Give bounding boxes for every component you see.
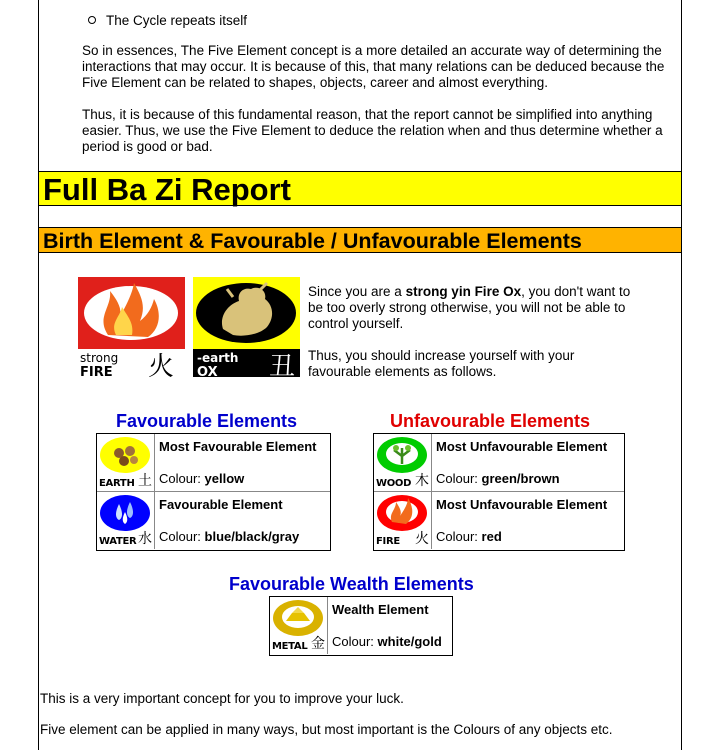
water-element-icon: WATER 水 [97, 492, 155, 549]
paragraph-1: So in essences, The Five Element concept is a more detailed an accurate way of determining the interactions that may occur. It is because of this, that many relations can be deduced because the Five Element can be related to shapes, objects, career and almost everything. [82, 43, 665, 90]
fire-element-icon: FIRE 火 [374, 492, 432, 549]
wood-element-icon: WOOD 木 [374, 434, 432, 491]
wealth-table [269, 596, 453, 656]
table-row: METAL 金 Wealth Element Colour: white/gold [270, 597, 452, 654]
bullet-circle-icon [88, 16, 96, 24]
ox-birth-image [193, 277, 300, 377]
fire-birth-image [78, 277, 185, 377]
svg-text:FIRE: FIRE [80, 365, 113, 377]
unfavourable-table [373, 433, 625, 551]
table-row: WATER 水 Favourable Element Colour: blue/black/gray [97, 491, 330, 550]
intro-paragraph-1: Since you are a strong yin Fire Ox, you don't want to be too overly strong otherwise, you will not be able to control yourself. [308, 284, 631, 331]
table-row: EARTH 土 Most Favourable Element Colour: yellow [97, 434, 330, 491]
svg-text:丑: 丑 [269, 352, 296, 377]
svg-text:strong: strong [80, 351, 119, 365]
favourable-title: Favourable Elements [116, 411, 298, 431]
earth-element-icon: EARTH 土 [97, 434, 155, 491]
unfavourable-title: Unfavourable Elements [390, 411, 591, 431]
intro-paragraph-2: Thus, you should increase yourself with your favourable elements as follows. [308, 348, 575, 379]
report-heading: Full Ba Zi Report [38, 171, 682, 206]
metal-element-icon: METAL 金 [270, 597, 328, 654]
table-row: FIRE 火 Most Unfavourable Element Colour: red [374, 491, 624, 550]
svg-text:火: 火 [148, 352, 175, 377]
paragraph-2: Thus, it is because of this fundamental reason, that the report cannot be simplified into anything easier. Thus, we use the Five Element to deduce the relation when and thus determine whether a period is good or bad. [82, 107, 663, 154]
bullet-item: The Cycle repeats itself [88, 13, 247, 28]
svg-text:-earth: -earth [197, 351, 239, 365]
favourable-table [96, 433, 331, 551]
table-row: WOOD 木 Most Unfavourable Element Colour: green/brown [374, 434, 624, 491]
wealth-title: Favourable Wealth Elements [229, 574, 474, 594]
svg-text:OX: OX [197, 365, 218, 377]
section-heading: Birth Element & Favourable / Unfavourable Elements [38, 227, 682, 253]
footer-line-2: Five element can be applied in many ways, but most important is the Colours of any objects etc. [40, 722, 613, 737]
footer-line-1: This is a very important concept for you to improve your luck. [40, 691, 404, 706]
